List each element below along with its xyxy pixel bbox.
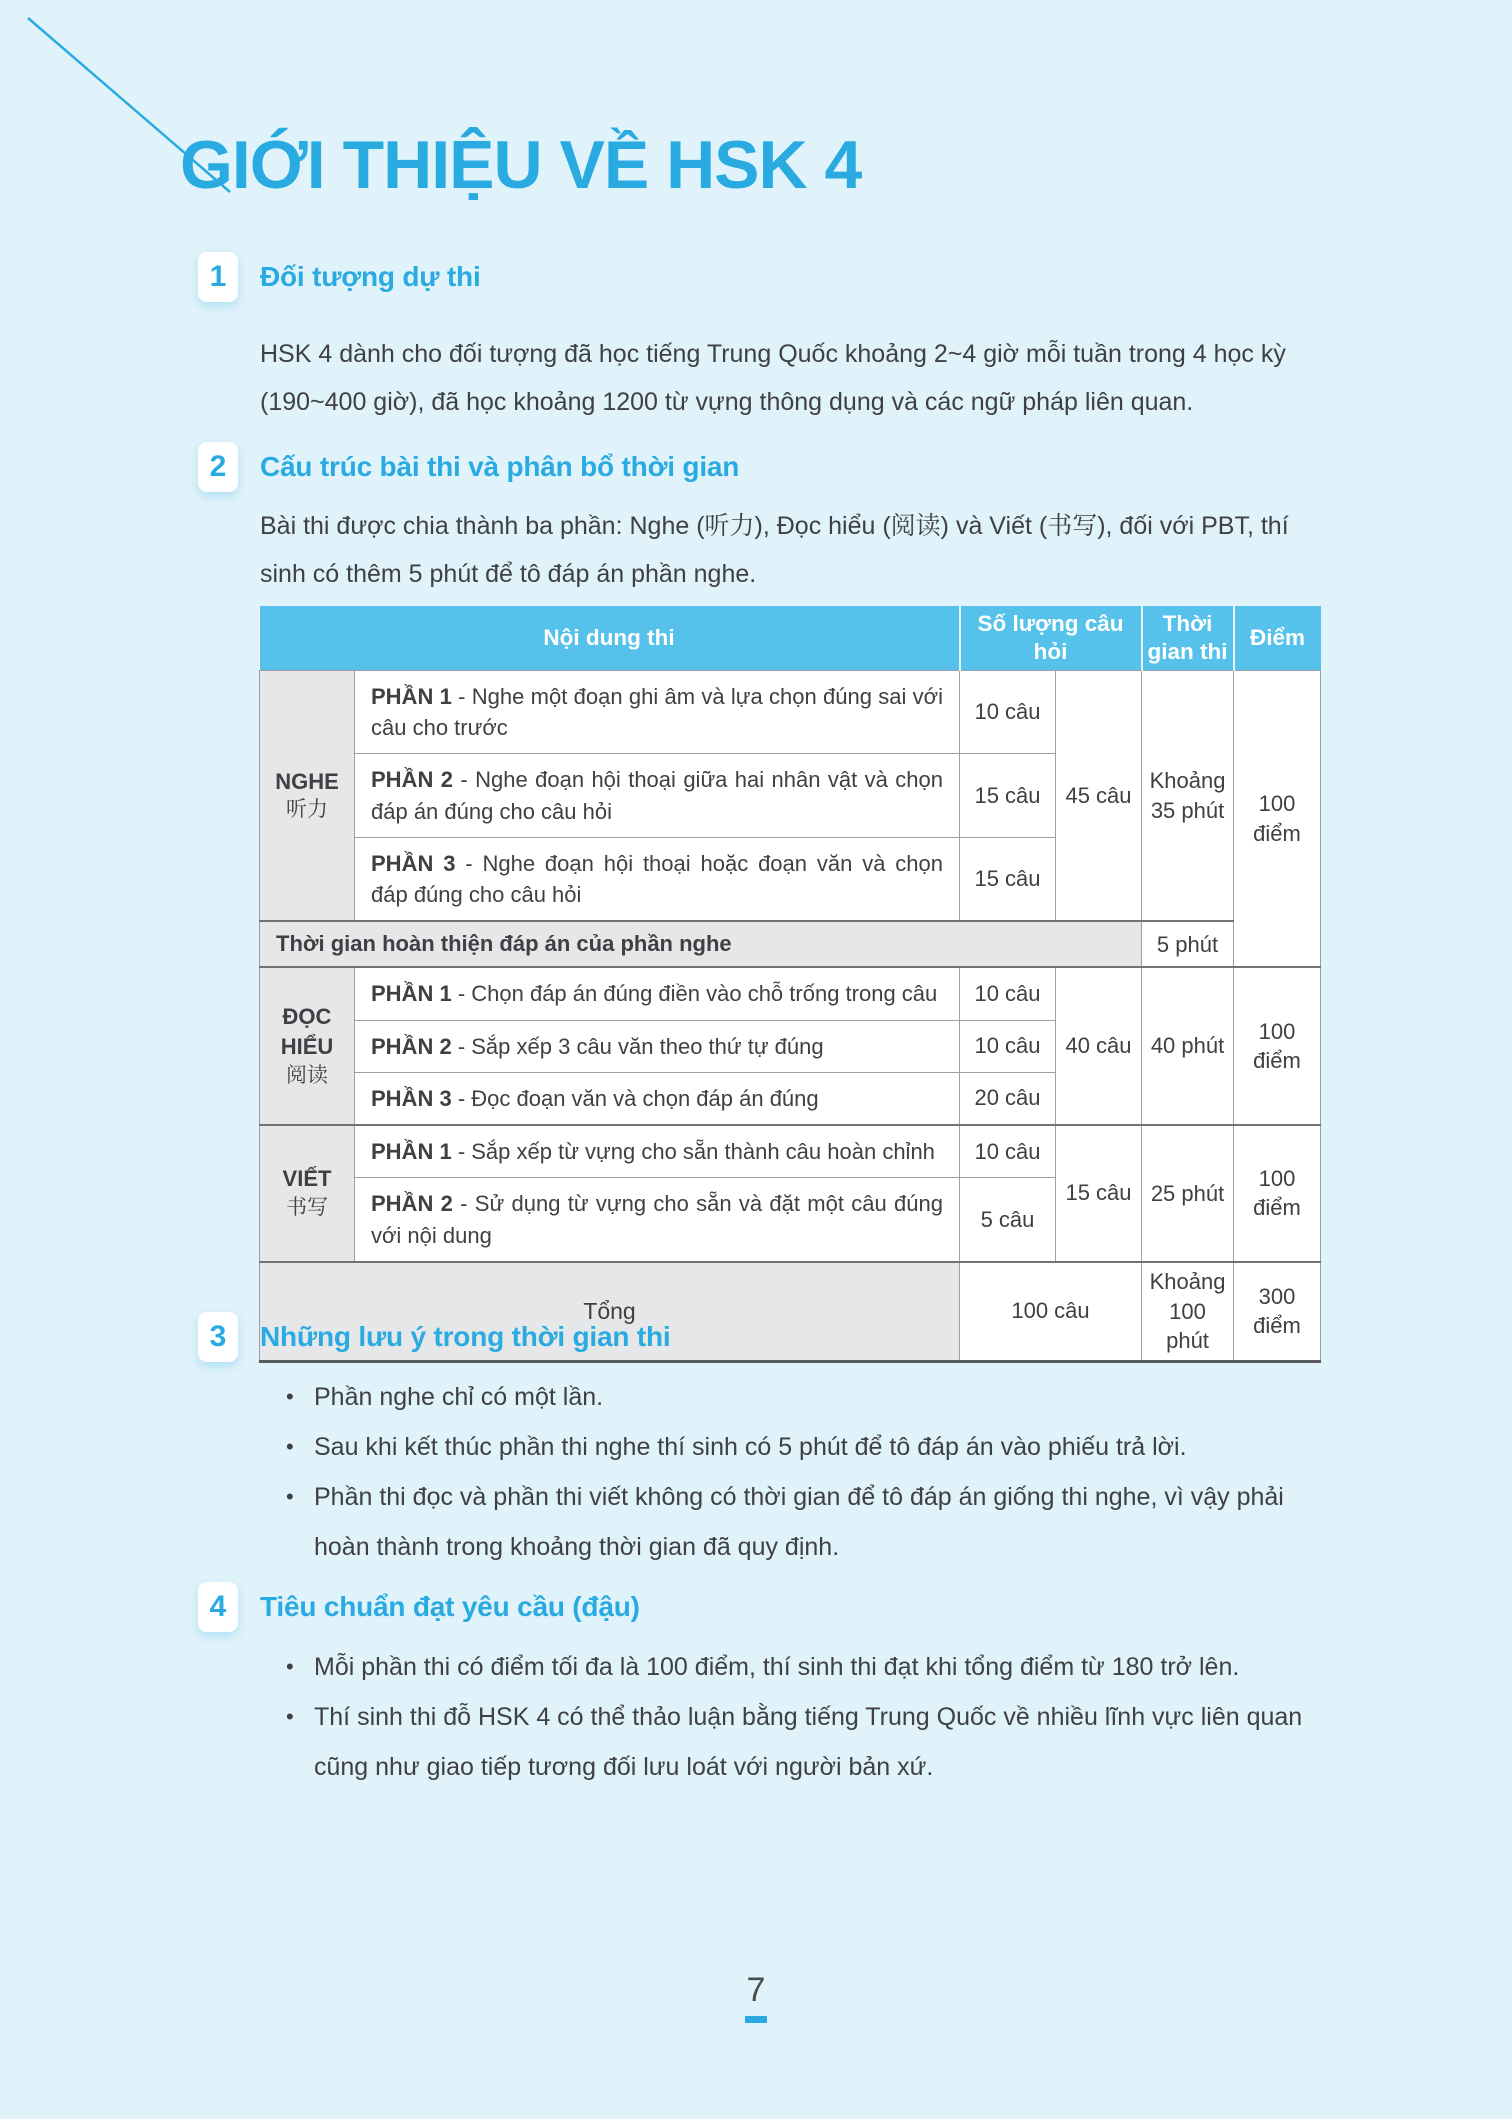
section-heading: Những lưu ý trong thời gian thi (260, 1321, 671, 1352)
section-1-header (198, 252, 481, 302)
part-description: - Chọn đáp án đúng điền vào chỗ trống trong câu (457, 981, 938, 1007)
part-count: 10 câu (960, 671, 1056, 754)
category-cell-listening (260, 671, 355, 922)
table-row (260, 967, 1321, 1020)
note-label: Thời gian hoàn thiện đáp án của phần nghe (260, 921, 1142, 967)
part-label: PHẦN 2 (371, 1033, 452, 1059)
group-time: 40 phút (1142, 967, 1234, 1125)
note-time: 5 phút (1142, 921, 1234, 967)
part-description: - Sử dụng từ vựng cho sẵn và đặt một câu đúng với nội dung (371, 1191, 943, 1248)
part-label: PHẦN 3 (371, 850, 456, 876)
category-name: VIẾT (282, 1166, 332, 1192)
group-time: Khoảng 35 phút (1142, 671, 1234, 922)
section-heading: Cấu trúc bài thi và phân bổ thời gian (260, 451, 740, 482)
section-1-paragraph: HSK 4 dành cho đối tượng đã học tiếng Trung Quốc khoảng 2~4 giờ mỗi tuần trong 4 học kỳ (190~400 giờ), đã học khoảng 1200 từ vựng thông dụng và các ngữ pháp liên quan. (260, 340, 1286, 416)
part-cell (355, 1178, 960, 1262)
part-count: 15 câu (960, 837, 1056, 921)
header-cell-question-count: Số lượng câu hỏi (960, 606, 1142, 671)
bullet-item: • Mỗi phần thi có điểm tối đa là 100 điểm, thí sinh thi đạt khi tổng điểm từ 180 trở lên. (284, 1642, 1324, 1692)
part-count: 20 câu (960, 1072, 1056, 1125)
section-number-badge: 1 (198, 252, 238, 302)
section-number-badge: 3 (198, 1312, 238, 1362)
header-cell-content: Nội dung thi (260, 606, 960, 671)
page-footer (0, 1972, 1512, 2023)
part-label: PHẦN 1 (371, 684, 452, 709)
section-4-bullet-list (284, 1642, 1324, 1792)
group-total-count: 40 câu (1056, 967, 1142, 1125)
table-row (260, 1125, 1321, 1178)
part-label: PHẦN 2 (371, 1191, 453, 1217)
table-row (260, 671, 1321, 754)
section-4-header (198, 1582, 640, 1632)
part-description: - Nghe đoạn hội thoại giữa hai nhân vật và chọn đáp án đúng cho câu hỏi (371, 767, 943, 824)
part-description: - Nghe đoạn hội thoại hoặc đoạn văn và chọn đáp đúng cho câu hỏi (371, 850, 943, 908)
page-number: 7 (746, 1971, 766, 2009)
part-label: PHẦN 1 (371, 981, 452, 1007)
part-description: - Sắp xếp từ vựng cho sẵn thành câu hoàn chỉnh (457, 1139, 935, 1165)
category-name: ĐỌC HIỂU (280, 1004, 334, 1060)
section-heading: Đối tượng dự thi (260, 261, 481, 292)
part-cell (355, 671, 960, 754)
group-score: 100 điểm (1234, 967, 1321, 1125)
section-3-bullet-list (284, 1372, 1324, 1572)
part-cell (355, 967, 960, 1020)
part-label: PHẦN 3 (371, 1085, 452, 1111)
category-name-chinese: 听力 (286, 798, 328, 822)
section-heading: Tiêu chuẩn đạt yêu cầu (đậu) (260, 1591, 640, 1622)
category-name: NGHE (275, 768, 339, 794)
group-total-count: 15 câu (1056, 1125, 1142, 1262)
category-cell-reading (260, 967, 355, 1125)
part-count: 10 câu (960, 1125, 1056, 1178)
category-name-chinese: 书写 (286, 1196, 328, 1220)
part-count: 10 câu (960, 1020, 1056, 1072)
part-count: 5 câu (960, 1178, 1056, 1262)
page-title: GIỚI THIỆU VỀ HSK 4 (180, 127, 862, 203)
section-number-badge: 4 (198, 1582, 238, 1632)
group-time: 25 phút (1142, 1125, 1234, 1262)
part-cell (355, 1125, 960, 1178)
part-cell (355, 1072, 960, 1125)
table-header-row (260, 606, 1321, 671)
listening-note-row (260, 921, 1321, 967)
total-score: 300 điểm (1234, 1262, 1321, 1362)
header-cell-time: Thời gian thi (1142, 606, 1234, 671)
group-score: 100 điểm (1234, 1125, 1321, 1262)
part-description: - Đọc đoạn văn và chọn đáp án đúng (457, 1085, 819, 1111)
total-count: 100 câu (960, 1262, 1142, 1362)
part-label: PHẦN 1 (371, 1139, 452, 1165)
exam-structure-table (259, 606, 1321, 1363)
section-number-badge: 2 (198, 442, 238, 492)
section-2-paragraph: Bài thi được chia thành ba phần: Nghe (听力), Đọc hiểu (阅读) và Viết (书写), đối với PBT, thí sinh có thêm 5 phút để tô đáp án phần nghe. (260, 512, 1289, 588)
part-cell (355, 837, 960, 921)
part-label: PHẦN 2 (371, 767, 453, 793)
part-cell (355, 1020, 960, 1072)
section-2-header (198, 442, 739, 492)
header-cell-score: Điểm (1234, 606, 1321, 671)
part-description: - Nghe một đoạn ghi âm và lựa chọn đúng sai với câu cho trước (371, 684, 943, 741)
part-description: - Sắp xếp 3 câu văn theo thứ tự đúng (457, 1033, 824, 1059)
part-cell (355, 754, 960, 837)
category-cell-writing (260, 1125, 355, 1262)
page-number-underline (745, 2016, 767, 2023)
part-count: 15 câu (960, 754, 1056, 837)
group-total-count: 45 câu (1056, 671, 1142, 922)
part-count: 10 câu (960, 967, 1056, 1020)
bullet-item: • Sau khi kết thúc phần thi nghe thí sinh có 5 phút để tô đáp án vào phiếu trả lời. (284, 1422, 1324, 1472)
section-3-header (198, 1312, 670, 1362)
bullet-item: • Phần nghe chỉ có một lần. (284, 1372, 1324, 1422)
bullet-item: • Thí sinh thi đỗ HSK 4 có thể thảo luận bằng tiếng Trung Quốc về nhiều lĩnh vực liên quan cũng như giao tiếp tương đối lưu loát với người bản xứ. (284, 1692, 1324, 1792)
total-label: Tổng (260, 1262, 960, 1362)
bullet-item: • Phần thi đọc và phần thi viết không có thời gian để tô đáp án giống thi nghe, vì vậy phải hoàn thành trong khoảng thời gian đã quy định. (284, 1472, 1324, 1572)
group-score: 100 điểm (1234, 671, 1321, 968)
category-name-chinese: 阅读 (286, 1063, 328, 1087)
total-time: Khoảng 100 phút (1142, 1262, 1234, 1362)
